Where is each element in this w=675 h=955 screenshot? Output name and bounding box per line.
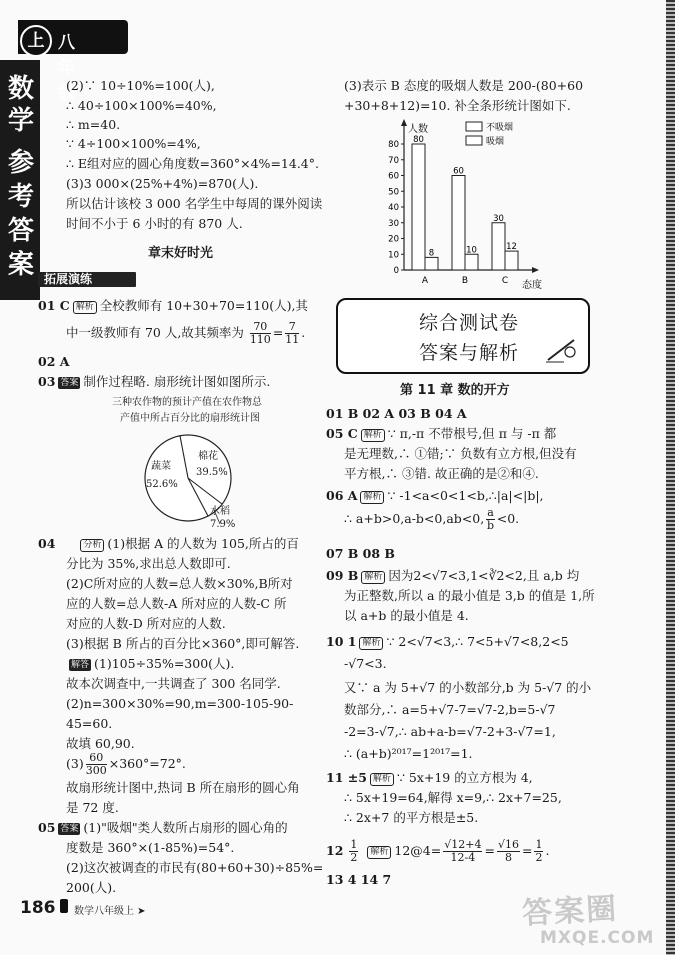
x-tick-label: A [421,276,429,286]
answers-13-14: 13 4 14 7 [326,872,392,887]
answer-text: (1)"吸烟"类人数所占扇形的圆心角的 [83,820,288,835]
legend-label-nonsmoke: 不吸烟 [486,123,514,133]
footer-bar [60,899,68,913]
x-tick-label: B [461,276,469,286]
x-tick-label: C [501,276,509,286]
text-line: 应的人数=总人数-A 所对应的人数-C 所 [66,596,287,611]
answer-text: 全校教师有 10+30+70=110(人),其 [99,298,308,313]
pie-title-line: 产值中所占百分比的扇形统计图 [120,413,260,424]
text-line: ∴ 40÷100×100%=40%, [66,98,217,113]
answer-tag: 解答 [71,660,90,670]
fraction [443,839,482,864]
answer-text: ∴ a+b>0,a-b<0,ab<0, [344,511,485,526]
numerator: 60 [86,752,107,765]
test-banner [336,298,590,374]
text-line: 45=60. [66,716,113,731]
bar-B-0 [452,176,465,271]
text-line: (2)n=300×30%=90,m=300-105-90- [66,696,294,711]
y-ticks [388,140,404,276]
answer-text: <0. [496,511,520,526]
fraction [250,321,271,346]
denominator: b [486,519,494,532]
text-line: (3)表示 B 态度的吸烟人数是 200-(80+60 [344,78,584,93]
pie-label-cotton: 棉花 [198,451,218,462]
x-axis-label: 态度 [522,280,542,291]
equals: = [521,843,533,858]
fraction [534,839,543,864]
bar-A-1 [425,257,438,270]
period: . [301,325,306,340]
sidebar-char: 数 [7,74,34,104]
answer-05-left [38,820,288,836]
question-number: 05 [38,820,56,835]
answer-04 [38,536,299,552]
text-line: (2)∵ 10÷10%=100(人), [66,78,215,93]
section-title: 章末好时光 [148,246,214,261]
text-line: (2)这次被调查的市民有(80+60+30)÷85%= [66,860,324,875]
book-name: 数学八年级上 ➤ [74,906,146,917]
answer-text: 制作过程略. 扇形统计图如图所示. [83,374,271,389]
text-line: -√7<3. [344,656,387,671]
numerator: 1 [535,838,543,851]
page-edge [666,0,675,955]
text-line: 是 72 度. [66,800,119,815]
pen-icon [544,334,580,364]
fraction [486,507,495,532]
bars [412,135,518,270]
denominator: 12-4 [450,851,476,864]
text-line: 故扇形统计图中,热词 B 所在扇形的圆心角 [66,780,300,795]
analysis-tag: 解析 [367,846,391,859]
answer-11 [326,770,533,786]
analysis-tag: 解析 [360,491,384,504]
answer-text: ∵ -1<a<0<1<b,∴|a|<|b|, [387,488,544,503]
numerator: 1 [350,838,358,851]
question-number: 12 [326,843,344,858]
fraction [86,752,107,777]
fraction [285,321,299,346]
text-line: 所以估计该校 3 000 名学生中每周的课外阅读 [66,196,323,211]
denominator: 300 [85,764,107,777]
text-line [66,750,186,780]
bar-value-label: 30 [493,213,504,224]
legend-swatch-smoke [466,136,482,145]
bar-B-1 [465,254,478,270]
text-line: 故本次调查中,一共调查了 300 名同学. [66,676,281,691]
text-line: 对应的人数-D 所对应的人数. [66,616,226,631]
text-line: 度数是 360°×(1-85%)=54°. [66,840,235,855]
answer-06 [326,488,544,504]
y-tick-label: 10 [388,250,399,261]
answers-07-08: 07 B 08 B [326,546,395,561]
text-line: 200(人). [66,880,117,895]
text-line: 故填 60,90. [66,736,135,751]
answers-01-04: 01 B 02 A 03 B 04 A [326,406,467,421]
equals: = [272,325,284,340]
text-line: 又∵ a 为 5+√7 的小数部分,b 为 5-√7 的小 [344,680,592,695]
extension-heading: 拓展演练 [38,272,136,287]
bar-chart [386,114,552,292]
legend-swatch-nonsmoke [466,122,482,131]
banner-title-1: 综合测试卷 [418,312,519,334]
answer-text: (1)105÷35%=300(人). [94,656,235,671]
text-line: (2)C所对应的人数=总人数×30%,B所对 [66,576,293,591]
bar-C-1 [505,251,518,270]
answer-text: ×360°=72°. [108,756,186,771]
sidebar-char: 答 [7,216,34,246]
banner-title-2: 答案与解析 [418,342,519,364]
pie-pct-vegetable: 52.6% [146,479,178,490]
text-line: ∴ m=40. [66,117,121,132]
fraction [497,839,520,864]
y-tick-label: 0 [393,266,399,276]
legend-label-smoke: 吸烟 [486,137,505,147]
bar-value-label: 12 [506,242,517,253]
analysis-tag: 解析 [370,773,394,786]
text-line: 数部分,∴ a=5+√7-7=√7-2,b=5-√7 [344,702,556,717]
answer-05 [326,426,556,442]
watermark-url: MXQE.COM [540,928,655,948]
analysis-tag: 分析 [80,539,104,552]
text-line: 为正整数,所以 a 的最小值是 3,b 的值是 1,所 [344,588,595,603]
bar-value-label: 60 [453,166,464,177]
y-axis-label: 人数 [408,124,428,135]
answer-03 [38,374,270,390]
answer-tag: 答案 [60,824,79,834]
answer-01-line2 [66,320,305,348]
sidebar-char: 参 [7,148,34,178]
pie-title-line: 三种农作物的预计产值在农作物总 [112,397,262,408]
pie-label-rice: 水稻 [210,506,230,517]
pie-pct-rice: 7.9% [210,519,236,530]
pie-pct-cotton: 39.5% [196,467,228,478]
denominator: 11 [285,333,300,346]
denominator: 110 [249,333,271,346]
bar-C-0 [492,223,505,270]
pie-label-vegetable: 蔬菜 [151,461,171,472]
sidebar-char: 案 [7,250,34,280]
watermark: 答案圈 [521,891,620,932]
text-line: 以 a+b 的最小值是 4. [344,608,469,623]
analysis-tag: 解析 [73,301,97,314]
question-number: 06 A [326,488,358,503]
y-axis-arrow [401,119,407,126]
numerator: √12+4 [444,838,482,851]
text-line: ∴ 2x+7 的平方根是±5. [344,810,479,825]
page-number: 186 [20,898,56,918]
text-line: 平方根,∴ ③错. 故正确的是②和④. [344,466,539,481]
y-tick-label: 20 [388,234,399,245]
question-number: 10 1 [326,634,357,649]
answer-text: ∵ 5x+19 的立方根为 4, [396,770,533,785]
text-line [66,656,234,672]
bar-A-0 [412,144,425,270]
numerator: a [487,506,494,519]
text-line: ∴ E组对应的圆心角度数=360°×4%=14.4°. [66,156,319,171]
question-number: 11 ±5 [326,770,367,785]
answer-tag: 答案 [60,378,79,388]
text-line: -2=3-√7,∴ ab+a-b=√7-2+3-√7=1, [344,724,556,739]
y-tick-label: 80 [388,140,399,150]
text-line: 是无理数,∴ ①错;∵ 负数有立方根,但没有 [344,446,577,461]
question-number: 04 [38,536,56,551]
text-line: ∴ 5x+19=64,解得 x=9,∴ 2x+7=25, [344,790,562,805]
text-line: ∵ 4÷100×100%=4%, [66,136,201,151]
sidebar-char: 学 [7,106,34,136]
fraction [349,839,358,864]
text-line: ∴ (a+b)²⁰¹⁷=1²⁰¹⁷=1. [344,746,473,761]
answer-10 [326,634,569,650]
y-tick-label: 70 [388,155,399,166]
x-axis-arrow [532,267,539,273]
question-number: 05 C [326,426,358,441]
denominator: 8 [504,851,512,864]
bar-value-label: 10 [466,245,477,256]
answer-text: ∵ 2<√7<3,∴ 7<5+√7<8,2<5 [386,634,569,649]
answer-text: (1)根据 A 的人数为 105,所占的百 [107,536,299,551]
answer-01 [38,298,308,314]
answer-09 [326,568,579,584]
question-number: 03 [38,374,56,389]
numerator: 70 [250,321,271,334]
text-line [344,506,519,534]
text-line: 分比为 35%,求出总人数即可. [66,556,231,571]
grade-label: 八年级 [58,33,76,103]
numerator: √16 [497,838,519,851]
answer-02: 02 A [38,354,70,369]
analysis-tag: 解析 [359,637,383,650]
answer-text: 中一级教师有 70 人,故其频率为 [66,325,244,340]
analysis-tag: 解析 [361,571,385,584]
denominator: 2 [535,851,543,864]
y-tick-label: 50 [388,187,399,198]
denominator: 2 [350,851,358,864]
analysis-tag: 解析 [361,429,385,442]
bar-value-label: 8 [428,248,435,259]
text-line: (3)3 000×(25%+4%)=870(人). [66,176,259,191]
y-tick-label: 40 [388,203,399,213]
text-line: (3)根据 B 所占的百分比×360°,即可解答. [66,636,300,651]
period: . [545,843,550,858]
x-tick-labels [422,276,508,286]
text-line: 时间不小于 6 小时的有 870 人. [66,216,243,231]
y-tick-label: 60 [388,171,399,182]
question-number: 09 B [326,568,359,583]
volume-badge: 上 [20,25,52,57]
text-line: +30+8+12)=10. 补全条形统计图如下. [344,98,571,113]
answer-text: ∵ π,-π 不带根号,但 π 与 -π 都 [387,426,557,441]
answer-text: (3) [66,756,84,771]
y-tick-label: 30 [388,218,399,229]
equals: = [484,843,495,858]
chapter-title: 第 11 章 数的开方 [400,383,510,398]
answer-text: 12@4= [394,843,442,858]
question-number: 01 C [38,298,70,313]
sidebar-char: 考 [7,182,34,212]
answer-text: 因为2<√7<3,1<∛2<2,且 a,b 均 [388,568,580,583]
numerator: 7 [285,321,299,334]
answer-12 [326,836,549,868]
bar-value-label: 80 [413,135,424,145]
